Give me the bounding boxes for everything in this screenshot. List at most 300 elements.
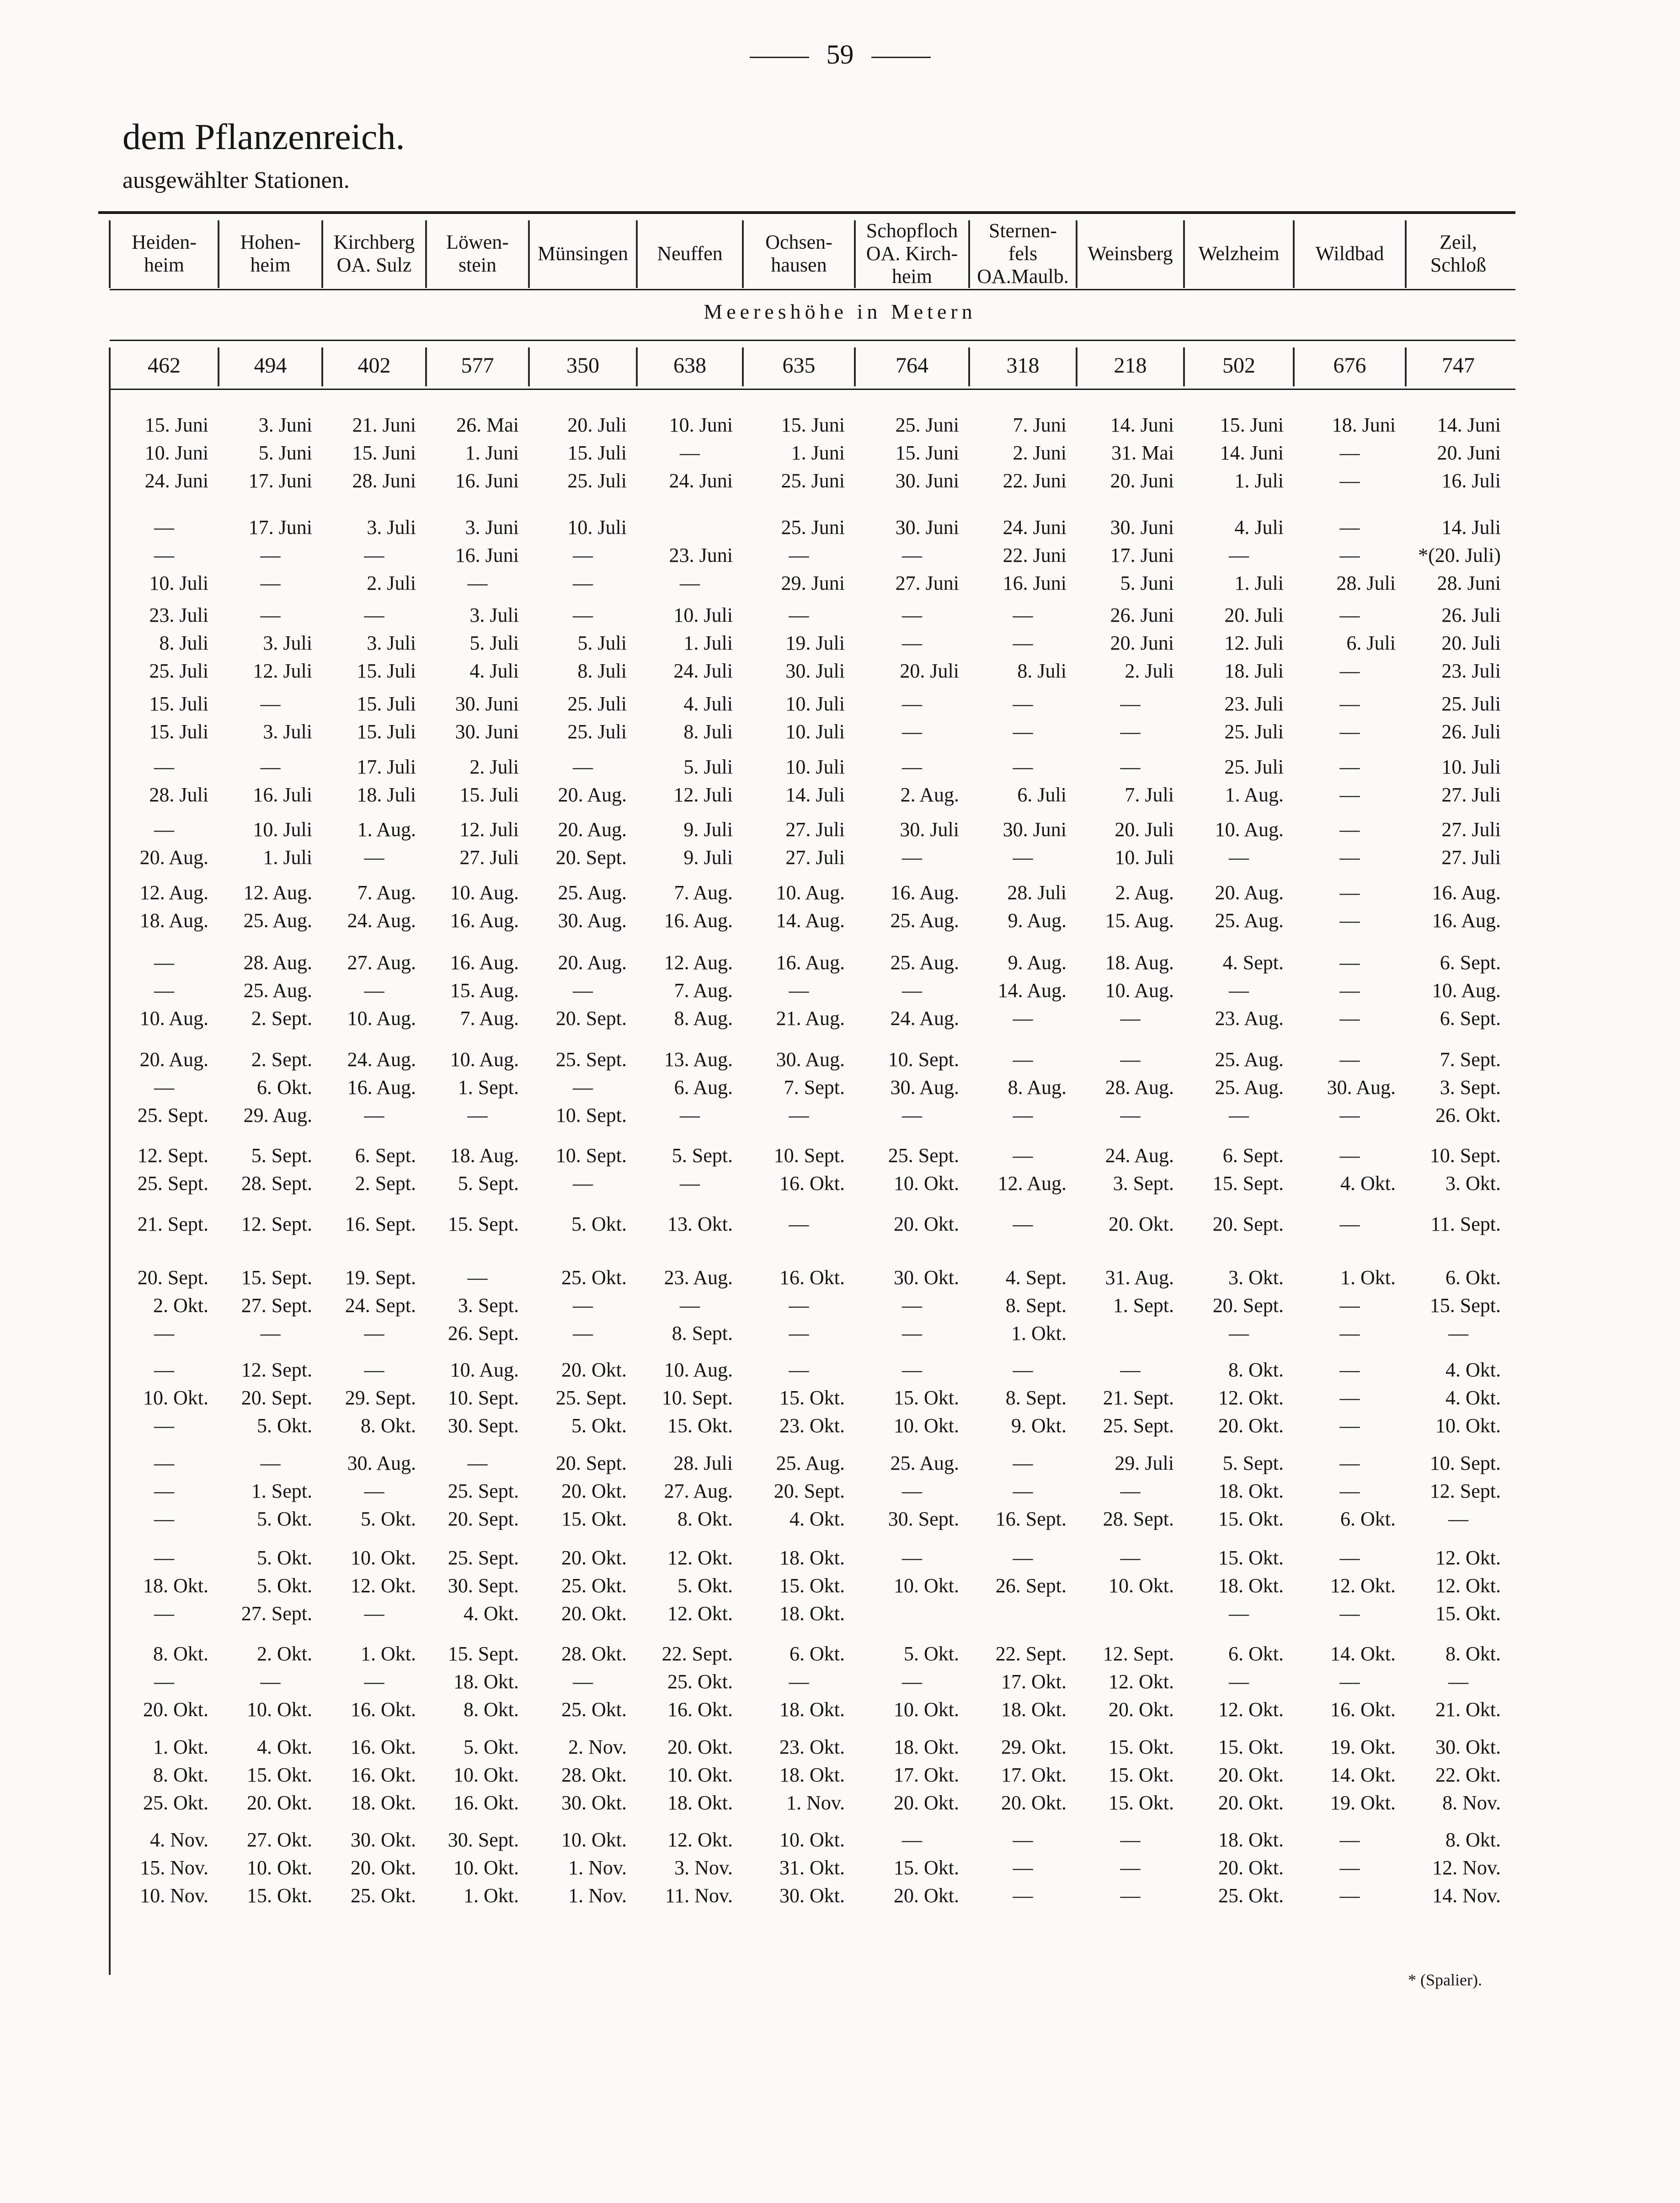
- table-cell: 7. Sept.: [784, 1076, 845, 1099]
- table-cell: 20. Sept.: [1212, 1294, 1284, 1317]
- table-cell: 8. Okt.: [1445, 1643, 1501, 1665]
- table-cell: 15. Okt.: [561, 1508, 627, 1530]
- table-cell: —: [573, 979, 593, 1002]
- table-cell: 15. Juni: [781, 414, 845, 436]
- table-cell: —: [1339, 951, 1360, 974]
- table-cell: 16. Juni: [455, 469, 519, 492]
- table-cell: 1. Nov.: [568, 1856, 627, 1879]
- table-cell: 25. Juli: [149, 660, 208, 682]
- table-cell: —: [1013, 1007, 1033, 1029]
- table-cell: 20. Okt.: [561, 1602, 627, 1625]
- table-cell: 30. Aug.: [347, 1452, 416, 1474]
- table-cell: 10. Okt.: [351, 1547, 416, 1569]
- table-cell: 23. Aug.: [664, 1266, 733, 1289]
- table-cell: —: [902, 632, 922, 654]
- table-cell: 30. Okt.: [1435, 1736, 1501, 1758]
- table-cell: 16. Okt.: [351, 1698, 416, 1721]
- table-cell: 1. Juli: [1234, 469, 1284, 492]
- table-cell: —: [1120, 1104, 1141, 1126]
- table-cell: —: [902, 1322, 922, 1344]
- table-cell: —: [1013, 1048, 1033, 1071]
- table-cell: 15. Okt.: [1218, 1547, 1284, 1569]
- table-cell: 4. Okt.: [789, 1508, 845, 1530]
- table-cell: 17. Okt.: [894, 1764, 959, 1786]
- table-cell: 10. Aug.: [776, 881, 845, 904]
- table-cell: —: [680, 442, 700, 464]
- table-cell: 16. Juni: [455, 544, 519, 566]
- table-cell: 3. Sept.: [458, 1294, 519, 1317]
- table-cell: —: [1448, 1322, 1468, 1344]
- table-cell: 20. Okt.: [1109, 1213, 1174, 1235]
- table-cell: 30. Aug.: [776, 1048, 845, 1071]
- table-cell: 10. Aug.: [450, 1359, 519, 1381]
- table-cell: 28. Aug.: [1105, 1076, 1174, 1099]
- table-cell: 15. Okt.: [779, 1387, 845, 1409]
- table-cell: —: [1013, 693, 1033, 715]
- table-cell: 26. Juli: [1441, 720, 1501, 743]
- table-cell: 22. Sept.: [661, 1643, 733, 1665]
- table-cell: —: [1013, 846, 1033, 869]
- table-cell: 10. Okt.: [453, 1764, 519, 1786]
- table-cell: 3. Okt.: [1445, 1172, 1501, 1195]
- table-cell: —: [260, 572, 281, 594]
- table-cell: —: [1339, 693, 1360, 715]
- table-cell: 15. Okt.: [1218, 1736, 1284, 1758]
- table-cell: 7. Aug.: [674, 979, 733, 1002]
- table-cell: —: [1013, 1359, 1033, 1381]
- table-cell: 15. Okt.: [779, 1574, 845, 1597]
- table-cell: 15. Okt.: [1109, 1736, 1174, 1758]
- table-cell: —: [1013, 1856, 1033, 1879]
- table-cell: 19. Juli: [785, 632, 845, 654]
- table-cell: 9. Juli: [683, 818, 733, 841]
- table-cell: 28. Juni: [1437, 572, 1501, 594]
- table-cell: 20. Okt.: [561, 1359, 627, 1381]
- table-cell: —: [364, 1359, 384, 1381]
- table-cell: 25. Okt.: [667, 1670, 733, 1693]
- table-cell: —: [902, 1480, 922, 1502]
- table-cell: 12. Sept.: [1103, 1643, 1174, 1665]
- table-cell: 1. Nov.: [786, 1792, 845, 1814]
- table-cell: 10. Sept.: [773, 1144, 845, 1167]
- station-altitude: 747: [1442, 353, 1475, 378]
- table-cell: 10. Aug.: [1432, 979, 1501, 1002]
- table-cell: 8. Juli: [683, 720, 733, 743]
- table-cell: —: [789, 979, 809, 1002]
- table-cell: 10. Aug.: [347, 1007, 416, 1029]
- table-cell: 27. Sept.: [241, 1294, 312, 1317]
- table-cell: 1. Sept.: [458, 1076, 519, 1099]
- station-name: Ochsen- hausen: [765, 231, 832, 276]
- table-cell: 15. Juni: [895, 442, 959, 464]
- table-cell: 6. Okt.: [1445, 1266, 1501, 1289]
- table-cell: 25. Sept.: [137, 1104, 208, 1126]
- table-cell: 30. Okt.: [561, 1792, 627, 1814]
- table-cell: 10. Okt.: [779, 1829, 845, 1851]
- table-cell: 18. Okt.: [351, 1792, 416, 1814]
- table-cell: 25. Aug.: [890, 909, 959, 932]
- table-cell: 22. Sept.: [995, 1643, 1067, 1665]
- table-cell: —: [680, 1294, 700, 1317]
- table-cell: —: [573, 1172, 593, 1195]
- table-cell: —: [1120, 720, 1141, 743]
- table-cell: 4. Juli: [683, 693, 733, 715]
- table-cell: 28. Juli: [1007, 881, 1067, 904]
- table-cell: 25. Sept.: [888, 1144, 959, 1167]
- table-cell: 20. Sept.: [555, 846, 627, 869]
- table-cell: 5. Okt.: [257, 1508, 312, 1530]
- table-cell: —: [1339, 469, 1360, 492]
- table-cell: 9. Aug.: [1008, 909, 1067, 932]
- table-cell: 15. Okt.: [894, 1856, 959, 1879]
- table-cell: 18. Juli: [1224, 660, 1284, 682]
- table-cell: 20. Juli: [1441, 632, 1501, 654]
- table-cell: 16. Okt.: [779, 1172, 845, 1195]
- table-cell: —: [789, 1359, 809, 1381]
- table-cell: —: [789, 544, 809, 566]
- table-cell: 15. Okt.: [1109, 1792, 1174, 1814]
- table-cell: 12. Sept.: [241, 1213, 312, 1235]
- table-cell: 6. Sept.: [1440, 951, 1501, 974]
- table-cell: 14. Okt.: [1330, 1643, 1396, 1665]
- table-cell: 23. Juli: [1224, 693, 1284, 715]
- table-cell: 26. Juli: [1441, 604, 1501, 626]
- dash-left: [750, 57, 809, 58]
- table-cell: 18. Juli: [357, 784, 416, 806]
- table-cell: 28. Juli: [1336, 572, 1396, 594]
- table-cell: 14. Juli: [1441, 516, 1501, 539]
- table-cell: 1. Juni: [465, 442, 519, 464]
- table-cell: —: [680, 1172, 700, 1195]
- table-cell: 10. Okt.: [894, 1698, 959, 1721]
- table-cell: —: [260, 756, 281, 778]
- table-cell: 17. Juni: [1110, 544, 1174, 566]
- table-cell: —: [573, 544, 593, 566]
- table-cell: 18. Okt.: [667, 1792, 733, 1814]
- table-cell: 16. Okt.: [351, 1764, 416, 1786]
- table-cell: 21. Aug.: [776, 1007, 845, 1029]
- station-name: Wildbad: [1315, 242, 1384, 265]
- table-cell: 10. Juli: [567, 516, 627, 539]
- table-cell: 27. Okt.: [247, 1829, 312, 1851]
- table-cell: 1. Nov.: [568, 1884, 627, 1907]
- table-cell: 8. Okt.: [1445, 1829, 1501, 1851]
- table-cell: 30. Aug.: [558, 909, 627, 932]
- table-cell: 3. Nov.: [674, 1856, 733, 1879]
- station-altitude: 318: [1006, 353, 1040, 378]
- station-altitude: 402: [357, 353, 391, 378]
- station-name: Löwen- stein: [446, 231, 509, 276]
- table-cell: 10. Juni: [669, 414, 733, 436]
- table-cell: 25. Sept.: [1103, 1414, 1174, 1437]
- table-cell: 12. Sept.: [137, 1144, 208, 1167]
- table-cell: 16. Okt.: [667, 1698, 733, 1721]
- table-cell: 10. Okt.: [894, 1414, 959, 1437]
- table-cell: —: [1339, 720, 1360, 743]
- heading-secondary: ausgewählter Stationen.: [123, 167, 350, 193]
- table-cell: 1. Sept.: [251, 1480, 312, 1502]
- table-cell: 12. Sept.: [1429, 1480, 1501, 1502]
- table-cell: 17. Okt.: [1001, 1670, 1067, 1693]
- table-cell: 12. Juli: [673, 784, 733, 806]
- table-cell: 30. Okt.: [894, 1266, 959, 1289]
- table-cell: 25. Juni: [895, 414, 959, 436]
- table-cell: 24. Aug.: [347, 1048, 416, 1071]
- table-cell: 18. Okt.: [1218, 1829, 1284, 1851]
- table-cell: 18. Okt.: [1218, 1574, 1284, 1597]
- table-cell: 23. Okt.: [779, 1414, 845, 1437]
- table-cell: —: [1339, 1884, 1360, 1907]
- table-cell: 10. Okt.: [561, 1829, 627, 1851]
- table-cell: 28. Juli: [673, 1452, 733, 1474]
- table-cell: 21. Okt.: [1435, 1698, 1501, 1721]
- table-cell: —: [154, 1359, 174, 1381]
- table-cell: —: [364, 1104, 384, 1126]
- table-cell: 10. Juli: [673, 604, 733, 626]
- table-cell: 3. Juni: [258, 414, 312, 436]
- table-cell: 29. Sept.: [345, 1387, 416, 1409]
- table-cell: —: [1120, 1480, 1141, 1502]
- table-cell: 13. Okt.: [667, 1213, 733, 1235]
- table-cell: 18. Aug.: [139, 909, 208, 932]
- table-cell: 15. Juni: [1220, 414, 1284, 436]
- table-cell: —: [154, 1452, 174, 1474]
- table-cell: 30. Sept.: [448, 1829, 519, 1851]
- table-cell: 30. Juli: [785, 660, 845, 682]
- table-cell: 8. Okt.: [464, 1698, 519, 1721]
- table-cell: —: [1339, 1856, 1360, 1879]
- dash-right: [871, 57, 931, 58]
- meereshoehe-rule: [110, 340, 1515, 341]
- table-cell: 8. Okt.: [361, 1414, 416, 1437]
- table-cell: —: [1339, 516, 1360, 539]
- table-cell: 12. Okt.: [1109, 1670, 1174, 1693]
- table-cell: 28. Okt.: [561, 1643, 627, 1665]
- table-cell: —: [1339, 1007, 1360, 1029]
- table-cell: 25. Okt.: [143, 1792, 208, 1814]
- table-cell: —: [789, 604, 809, 626]
- table-cell: 16. Aug.: [347, 1076, 416, 1099]
- table-cell: 25. Juli: [567, 693, 627, 715]
- table-cell: 12. Nov.: [1432, 1856, 1501, 1879]
- table-cell: 2. Sept.: [355, 1172, 416, 1195]
- table-cell: —: [1120, 1829, 1141, 1851]
- table-cell: —: [902, 1670, 922, 1693]
- table-cell: 16. Aug.: [1432, 909, 1501, 932]
- table-cell: 10. Okt.: [894, 1574, 959, 1597]
- table-cell: 1. Juli: [263, 846, 312, 869]
- table-cell: 20. Okt.: [143, 1698, 208, 1721]
- table-cell: 7. Aug.: [674, 881, 733, 904]
- table-cell: 4. Nov.: [150, 1829, 208, 1851]
- table-cell: —: [154, 1414, 174, 1437]
- table-cell: 23. Juni: [669, 544, 733, 566]
- table-cell: 8. Okt.: [1228, 1359, 1284, 1381]
- table-cell: —: [1013, 1547, 1033, 1569]
- table-cell: 25. Sept.: [555, 1048, 627, 1071]
- table-cell: 30. Juli: [900, 818, 959, 841]
- table-cell: 18. Okt.: [894, 1736, 959, 1758]
- table-cell: 27. Sept.: [241, 1602, 312, 1625]
- table-cell: 6. Okt.: [1228, 1643, 1284, 1665]
- table-cell: —: [1120, 1359, 1141, 1381]
- table-cell: 17. Juli: [357, 756, 416, 778]
- table-cell: 10. Okt.: [143, 1387, 208, 1409]
- table-cell: 14. Juni: [1220, 442, 1284, 464]
- table-cell: —: [902, 544, 922, 566]
- station-name: Kirchberg OA. Sulz: [333, 231, 415, 276]
- table-cell: 28. Juli: [149, 784, 208, 806]
- table-cell: 8. Sept.: [1005, 1387, 1067, 1409]
- table-cell: —: [789, 1104, 809, 1126]
- table-cell: 30. Sept.: [888, 1508, 959, 1530]
- table-cell: 15. Juni: [352, 442, 416, 464]
- altitude-bottom-rule: [110, 389, 1515, 390]
- table-cell: 5. Juni: [258, 442, 312, 464]
- table-cell: 15. Okt.: [247, 1764, 312, 1786]
- table-cell: 9. Aug.: [1008, 951, 1067, 974]
- table-cell: —: [1013, 1104, 1033, 1126]
- table-cell: —: [1448, 1670, 1468, 1693]
- table-cell: —: [154, 979, 174, 1002]
- table-cell: —: [1120, 693, 1141, 715]
- table-cell: —: [260, 1670, 281, 1693]
- table-cell: 16. Okt.: [453, 1792, 519, 1814]
- table-cell: 13. Aug.: [664, 1048, 733, 1071]
- table-cell: —: [1339, 1387, 1360, 1409]
- table-cell: —: [154, 1322, 174, 1344]
- table-cell: 24. Juni: [1003, 516, 1067, 539]
- table-cell: 3. Juni: [465, 516, 519, 539]
- table-cell: 16. Juli: [253, 784, 312, 806]
- table-cell: 27. Juli: [785, 846, 845, 869]
- table-cell: 5. Okt.: [571, 1414, 627, 1437]
- table-cell: 6. Aug.: [674, 1076, 733, 1099]
- table-cell: 8. Sept.: [672, 1322, 733, 1344]
- table-cell: 8. Okt.: [677, 1508, 733, 1530]
- table-cell: 20. Aug.: [139, 1048, 208, 1071]
- table-cell: 14. Juni: [1437, 414, 1501, 436]
- table-cell: 6. Juli: [1017, 784, 1067, 806]
- table-cell: —: [1339, 604, 1360, 626]
- table-cell: 29. Juni: [781, 572, 845, 594]
- table-cell: —: [1120, 756, 1141, 778]
- table-cell: 3. Okt.: [1228, 1266, 1284, 1289]
- table-cell: —: [1229, 846, 1249, 869]
- table-cell: 25. Juli: [1441, 693, 1501, 715]
- table-cell: 15. Juli: [357, 660, 416, 682]
- table-cell: 6. Sept.: [1440, 1007, 1501, 1029]
- table-cell: 5. Sept.: [251, 1144, 312, 1167]
- table-cell: 10. Sept.: [555, 1104, 627, 1126]
- table-cell: 18. Okt.: [453, 1670, 519, 1693]
- table-cell: 7. Sept.: [1440, 1048, 1501, 1071]
- table-cell: 25. Okt.: [561, 1698, 627, 1721]
- table-cell: 12. Aug.: [664, 951, 733, 974]
- table-cell: 10. Juli: [785, 756, 845, 778]
- table-cell: 16. Okt.: [351, 1736, 416, 1758]
- table-cell: —: [1339, 818, 1360, 841]
- table-cell: 10. Aug.: [1215, 818, 1284, 841]
- table-cell: 25. Aug.: [243, 979, 312, 1002]
- table-cell: 18. Okt.: [779, 1547, 845, 1569]
- table-cell: 16. Aug.: [890, 881, 959, 904]
- table-cell: —: [1013, 1144, 1033, 1167]
- table-cell: 10. Okt.: [453, 1856, 519, 1879]
- table-cell: 3. Juli: [263, 720, 312, 743]
- table-cell: 28. Juni: [352, 469, 416, 492]
- table-cell: 10. Okt.: [894, 1172, 959, 1195]
- table-cell: 10. Sept.: [555, 1144, 627, 1167]
- page-number-header: [0, 39, 1680, 70]
- table-cell: 16. Sept.: [345, 1213, 416, 1235]
- heading-primary: dem Pflanzenreich.: [123, 117, 405, 157]
- table-cell: 8. Nov.: [1442, 1792, 1501, 1814]
- table-cell: 20. Sept.: [448, 1508, 519, 1530]
- table-cell: 25. Juli: [567, 469, 627, 492]
- table-cell: —: [364, 1670, 384, 1693]
- table-cell: 15. Aug.: [1105, 909, 1174, 932]
- table-cell: 31. Aug.: [1105, 1266, 1174, 1289]
- table-cell: 20. Juni: [1110, 469, 1174, 492]
- table-cell: 4. Okt.: [1340, 1172, 1396, 1195]
- table-cell: —: [154, 1670, 174, 1693]
- table-cell: 10. Okt.: [1109, 1574, 1174, 1597]
- station-altitude: 577: [461, 353, 494, 378]
- table-cell: —: [789, 1294, 809, 1317]
- table-cell: 5. Okt.: [464, 1736, 519, 1758]
- table-cell: 25. Aug.: [243, 909, 312, 932]
- station-altitude: 638: [673, 353, 706, 378]
- table-cell: 5. Okt.: [904, 1643, 959, 1665]
- table-cell: 2. Aug.: [900, 784, 959, 806]
- table-cell: 22. Okt.: [1435, 1764, 1501, 1786]
- table-cell: 20. Okt.: [1218, 1792, 1284, 1814]
- table-cell: 22. Juni: [1003, 469, 1067, 492]
- table-cell: 1. Juli: [1234, 572, 1284, 594]
- table-cell: 5. Okt.: [257, 1547, 312, 1569]
- table-cell: —: [1339, 660, 1360, 682]
- table-cell: 4. Okt.: [1445, 1387, 1501, 1409]
- table-cell: 12. Sept.: [241, 1359, 312, 1381]
- table-cell: 25. Okt.: [351, 1884, 416, 1907]
- table-cell: 12. Okt.: [1218, 1698, 1284, 1721]
- table-cell: 25. Aug.: [1215, 1048, 1284, 1071]
- table-cell: 7. Aug.: [357, 881, 416, 904]
- table-cell: —: [1339, 1322, 1360, 1344]
- table-cell: —: [1339, 756, 1360, 778]
- table-cell: 15. Juli: [567, 442, 627, 464]
- table-cell: 15. Aug.: [450, 979, 519, 1002]
- table-cell: 24. Aug.: [1105, 1144, 1174, 1167]
- table-cell: 10. Juli: [1441, 756, 1501, 778]
- table-cell: 5. Okt.: [257, 1574, 312, 1597]
- table-cell: 2. Juni: [1013, 442, 1067, 464]
- table-cell: 20. Okt.: [894, 1792, 959, 1814]
- table-cell: —: [154, 1508, 174, 1530]
- table-cell: —: [573, 572, 593, 594]
- table-cell: 16. Aug.: [450, 951, 519, 974]
- table-cell: —: [467, 572, 488, 594]
- table-cell: —: [1339, 1359, 1360, 1381]
- table-cell: 18. Okt.: [779, 1698, 845, 1721]
- table-cell: 28. Sept.: [241, 1172, 312, 1195]
- table-cell: —: [364, 1602, 384, 1625]
- table-cell: 10. Juli: [253, 818, 312, 841]
- table-cell: 6. Okt.: [1340, 1508, 1396, 1530]
- table-cell: 12. Juli: [1224, 632, 1284, 654]
- table-cell: 1. Okt.: [1011, 1322, 1067, 1344]
